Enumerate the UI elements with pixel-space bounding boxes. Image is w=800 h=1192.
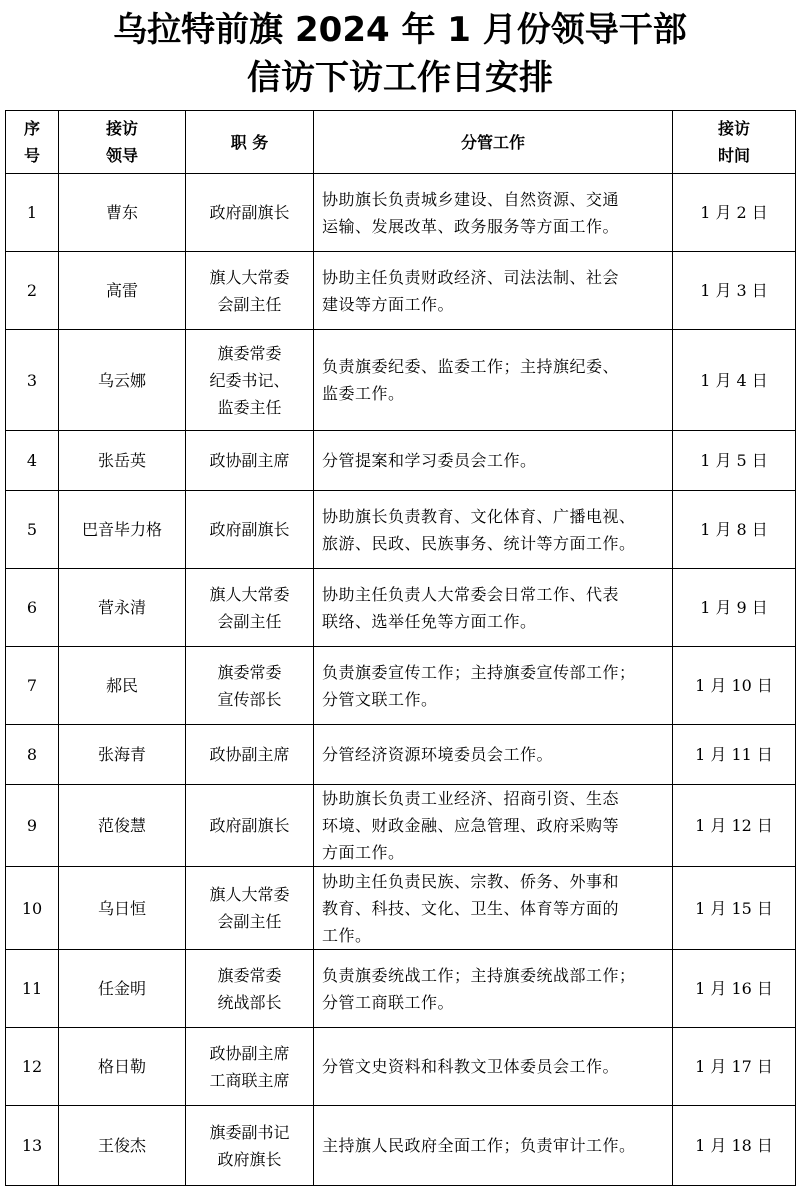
row-position-cell: 旗委常委 宣传部长 [186,647,314,725]
row-duties-cell: 协助旗长负责工业经济、招商引资、生态 环境、财政金融、应急管理、政府采购等 方面工作。 [314,785,673,867]
row-date-cell: 1 月 10 日 [673,647,796,725]
table-row [6,785,796,867]
row-position-cell: 旗人大常委 会副主任 [186,252,314,330]
document-title [0,0,800,110]
row-index-cell: 5 [6,491,59,569]
title-line-1: 乌拉特前旗 2024 年 1 月份领导干部 [113,10,687,50]
row-duties-cell: 协助旗长负责教育、文化体育、广播电视、 旅游、民政、民族事务、统计等方面工作。 [314,491,673,569]
table-row [6,431,796,491]
row-date-cell: 1 月 3 日 [673,252,796,330]
row-date-cell: 1 月 15 日 [673,867,796,950]
row-duties-cell: 协助主任负责财政经济、司法法制、社会 建设等方面工作。 [314,252,673,330]
header-duties: 分管工作 [314,111,673,174]
row-index-cell: 11 [6,950,59,1028]
row-leader-cell: 乌云娜 [59,330,186,431]
row-leader-cell: 张海青 [59,725,186,785]
row-duties-cell: 负责旗委统战工作；主持旗委统战部工作； 分管工商联工作。 [314,950,673,1028]
table-row [6,491,796,569]
row-duties-cell: 分管文史资料和科教文卫体委员会工作。 [314,1028,673,1106]
row-leader-cell: 曹东 [59,174,186,252]
table-body [6,174,796,1186]
row-date-cell: 1 月 11 日 [673,725,796,785]
header-date: 接访 时间 [673,111,796,174]
row-duties-cell: 负责旗委宣传工作；主持旗委宣传部工作； 分管文联工作。 [314,647,673,725]
row-leader-cell: 高雷 [59,252,186,330]
title-line-2: 信访下访工作日安排 [247,58,553,98]
row-leader-cell: 王俊杰 [59,1106,186,1186]
row-position-cell: 旗委常委 统战部长 [186,950,314,1028]
row-index-cell: 12 [6,1028,59,1106]
table-row [6,647,796,725]
header-position: 职 务 [186,111,314,174]
row-position-cell: 政府副旗长 [186,174,314,252]
row-date-cell: 1 月 8 日 [673,491,796,569]
row-leader-cell: 巴音毕力格 [59,491,186,569]
row-leader-cell: 任金明 [59,950,186,1028]
row-position-cell: 旗委常委 纪委书记、 监委主任 [186,330,314,431]
header-index: 序 号 [6,111,59,174]
table-row [6,725,796,785]
row-index-cell: 8 [6,725,59,785]
row-index-cell: 7 [6,647,59,725]
row-position-cell: 政府副旗长 [186,785,314,867]
row-duties-cell: 分管提案和学习委员会工作。 [314,431,673,491]
table-row [6,867,796,950]
row-date-cell: 1 月 12 日 [673,785,796,867]
row-position-cell: 政府副旗长 [186,491,314,569]
row-index-cell: 1 [6,174,59,252]
row-leader-cell: 乌日恒 [59,867,186,950]
row-index-cell: 4 [6,431,59,491]
row-position-cell: 旗人大常委 会副主任 [186,569,314,647]
table-row [6,330,796,431]
row-leader-cell: 菅永清 [59,569,186,647]
row-position-cell: 旗人大常委 会副主任 [186,867,314,950]
row-index-cell: 9 [6,785,59,867]
table-row [6,174,796,252]
row-duties-cell: 协助主任负责民族、宗教、侨务、外事和 教育、科技、文化、卫生、体育等方面的 工作。 [314,867,673,950]
row-date-cell: 1 月 5 日 [673,431,796,491]
table-row [6,1028,796,1106]
row-index-cell: 13 [6,1106,59,1186]
row-duties-cell: 分管经济资源环境委员会工作。 [314,725,673,785]
row-index-cell: 3 [6,330,59,431]
row-date-cell: 1 月 2 日 [673,174,796,252]
row-index-cell: 10 [6,867,59,950]
row-position-cell: 旗委副书记 政府旗长 [186,1106,314,1186]
table-row [6,252,796,330]
row-position-cell: 政协副主席 [186,725,314,785]
row-date-cell: 1 月 16 日 [673,950,796,1028]
table-header-row [6,111,796,174]
row-date-cell: 1 月 4 日 [673,330,796,431]
table-row [6,950,796,1028]
schedule-table [5,110,796,1186]
row-duties-cell: 主持旗人民政府全面工作；负责审计工作。 [314,1106,673,1186]
row-duties-cell: 协助旗长负责城乡建设、自然资源、交通 运输、发展改革、政务服务等方面工作。 [314,174,673,252]
row-date-cell: 1 月 17 日 [673,1028,796,1106]
row-position-cell: 政协副主席 [186,431,314,491]
table-row [6,1106,796,1186]
row-duties-cell: 负责旗委纪委、监委工作；主持旗纪委、 监委工作。 [314,330,673,431]
row-leader-cell: 格日勒 [59,1028,186,1106]
header-leader: 接访 领导 [59,111,186,174]
row-duties-cell: 协助主任负责人大常委会日常工作、代表 联络、选举任免等方面工作。 [314,569,673,647]
row-index-cell: 6 [6,569,59,647]
row-leader-cell: 范俊慧 [59,785,186,867]
row-leader-cell: 郝民 [59,647,186,725]
row-leader-cell: 张岳英 [59,431,186,491]
row-position-cell: 政协副主席 工商联主席 [186,1028,314,1106]
table-row [6,569,796,647]
row-date-cell: 1 月 18 日 [673,1106,796,1186]
row-date-cell: 1 月 9 日 [673,569,796,647]
row-index-cell: 2 [6,252,59,330]
